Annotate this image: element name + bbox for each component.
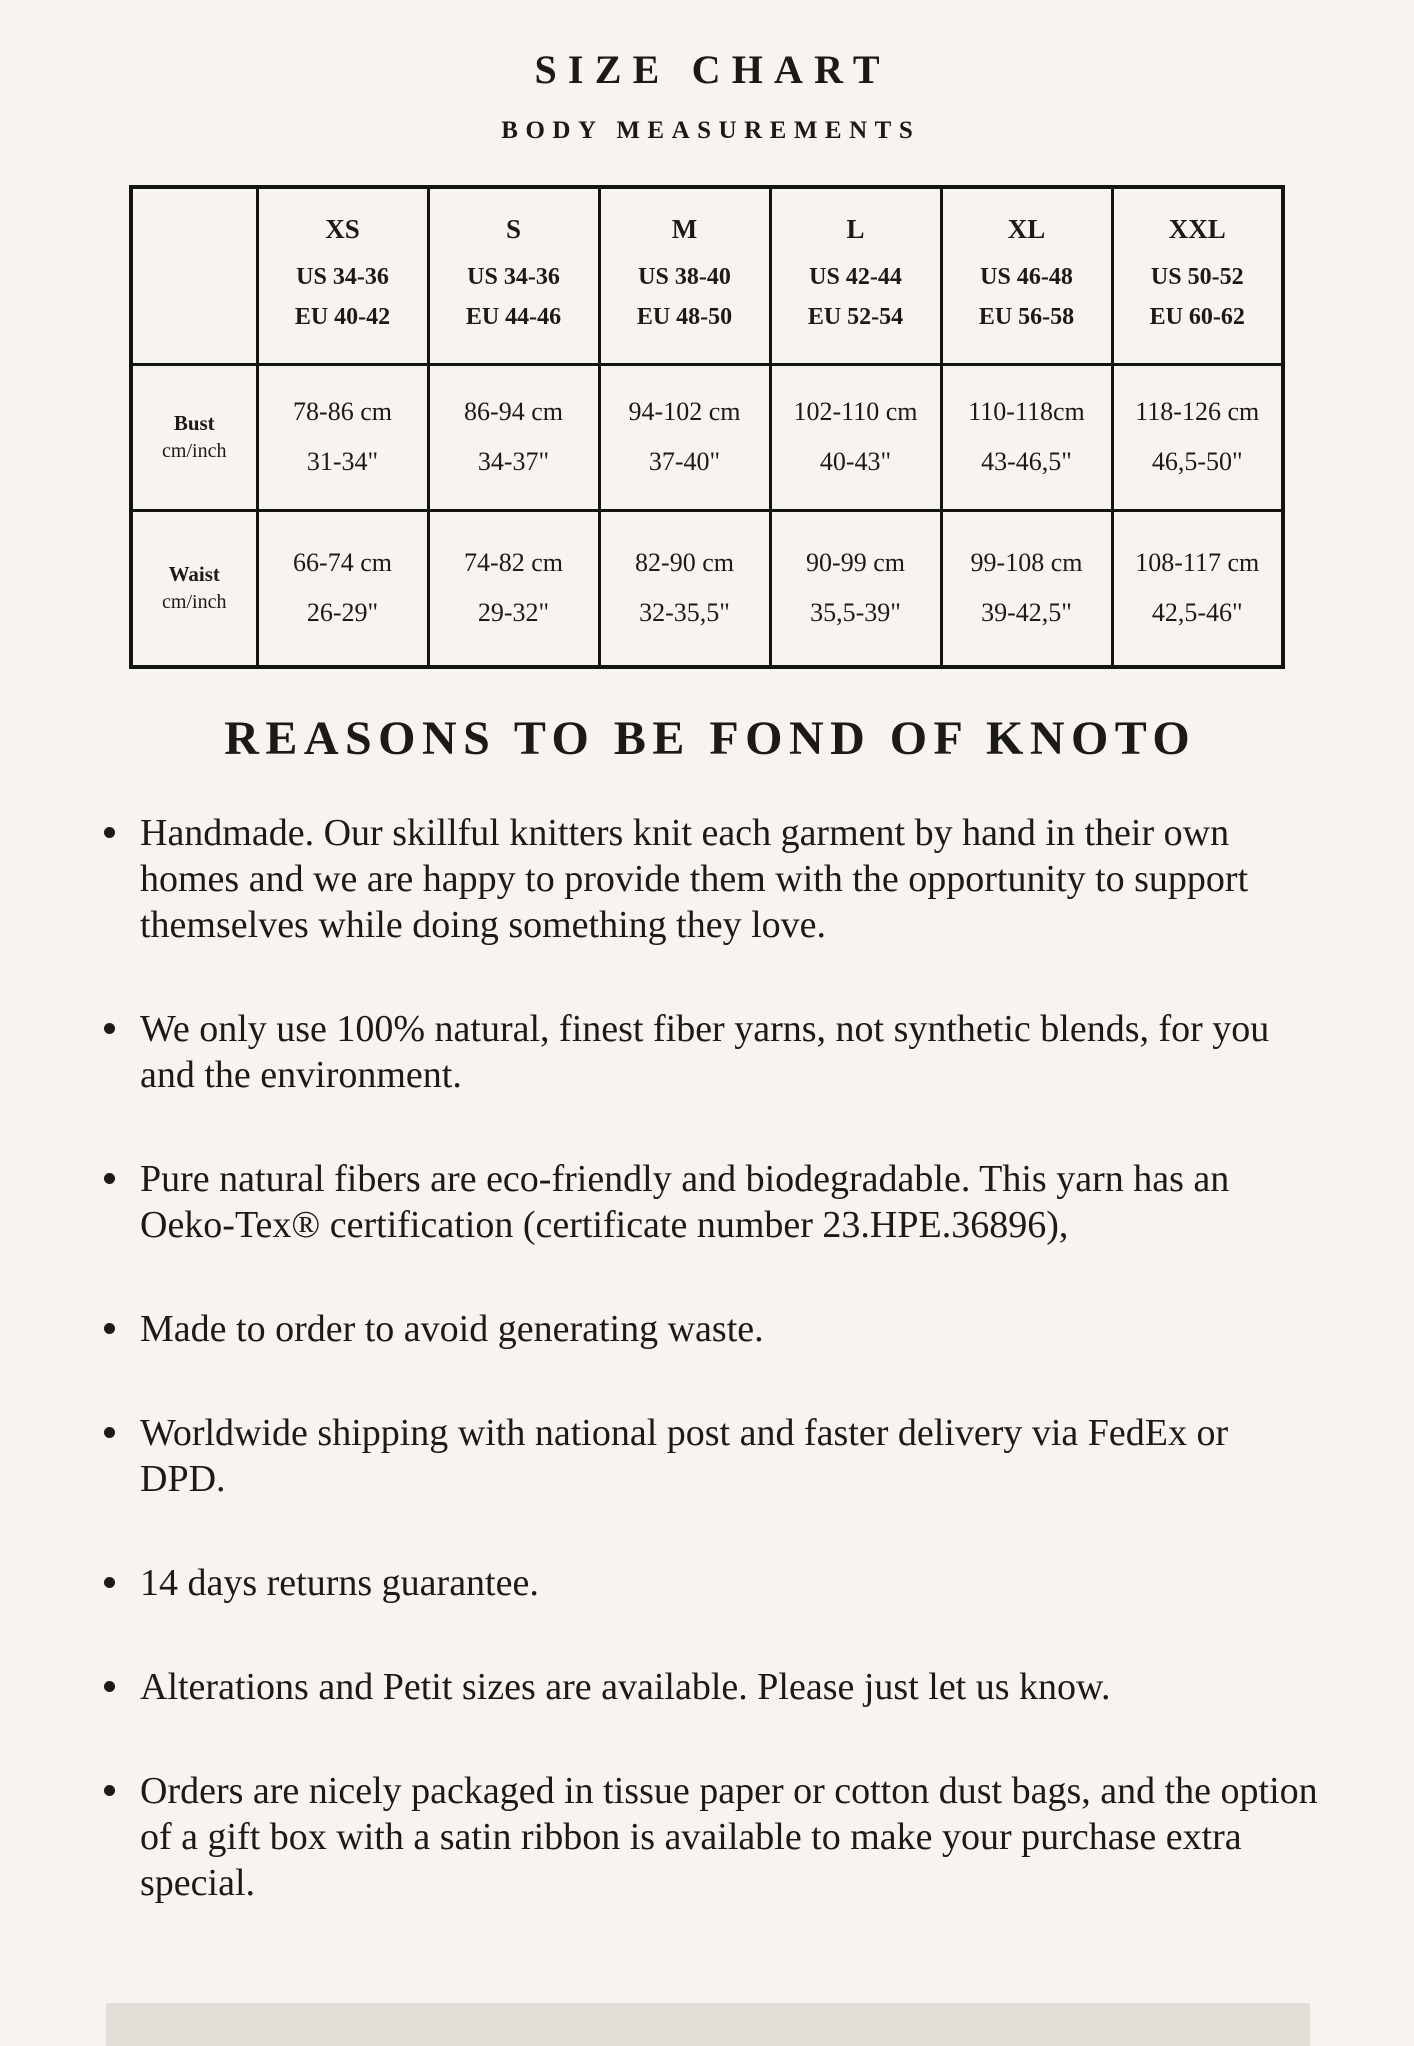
size-column-m <box>599 187 770 364</box>
size-header-row <box>131 187 1283 364</box>
waist-value-m <box>599 510 770 667</box>
value-inch: 32-35,5" <box>639 598 730 628</box>
size-us-range: US 46-48 <box>980 264 1073 291</box>
reasons-list <box>94 810 1320 1906</box>
size-us-range: US 38-40 <box>638 264 731 291</box>
size-chart-table <box>129 185 1285 669</box>
waist-value-s <box>428 510 599 667</box>
reason-item-made-to-order: Made to order to avoid generating waste. <box>94 1306 1320 1352</box>
bust-label-cell <box>131 364 257 510</box>
size-column-xs <box>257 187 428 364</box>
value-cm: 74-82 cm <box>464 548 563 578</box>
size-eu-range: EU 52-54 <box>807 304 904 331</box>
reason-item-alterations: Alterations and Petit sizes are available. Please just let us know. <box>94 1664 1320 1710</box>
value-inch: 40-43" <box>819 447 892 476</box>
bust-value-l <box>770 364 941 510</box>
size-name: M <box>671 214 698 245</box>
size-eu-range: EU 44-46 <box>465 304 562 331</box>
value-cm: 110-118cm <box>968 397 1085 426</box>
value-cm: 102-110 cm <box>793 397 918 426</box>
size-column-xl <box>941 187 1112 364</box>
value-cm: 99-108 cm <box>970 548 1083 578</box>
waist-row <box>131 510 1283 667</box>
waist-value-xl <box>941 510 1112 667</box>
reason-item-natural-yarns: We only use 100% natural, finest fiber yarns, not synthetic blends, for you and the environment. <box>94 1006 1320 1098</box>
bust-value-m <box>599 364 770 510</box>
size-column-l <box>770 187 941 364</box>
reasons-heading: REASONS TO BE FOND OF KNOTO <box>224 712 1197 765</box>
row-unit: cm/inch <box>162 440 227 462</box>
reason-item-eco-friendly: Pure natural fibers are eco-friendly and biodegradable. This yarn has an Oeko-Tex® certification (certificate number 23.HPE.36896), <box>94 1156 1320 1248</box>
waist-value-xs <box>257 510 428 667</box>
value-cm: 86-94 cm <box>464 397 563 426</box>
reason-item-returns: 14 days returns guarantee. <box>94 1560 1320 1606</box>
value-cm: 118-126 cm <box>1135 397 1260 426</box>
bust-value-s <box>428 364 599 510</box>
reason-item-shipping: Worldwide shipping with national post and faster delivery via FedEx or DPD. <box>94 1410 1320 1502</box>
value-inch: 39-42,5" <box>981 598 1072 628</box>
value-cm: 94-102 cm <box>628 397 741 426</box>
size-eu-range: EU 60-62 <box>1149 304 1245 331</box>
bust-value-xs <box>257 364 428 510</box>
bust-row <box>131 364 1283 510</box>
bottom-cropped-section <box>106 2003 1310 2046</box>
value-inch: 26-29" <box>306 598 379 628</box>
value-cm: 82-90 cm <box>635 548 734 578</box>
size-eu-range: EU 48-50 <box>636 304 733 331</box>
value-inch: 42,5-46" <box>1151 598 1243 628</box>
size-us-range: US 42-44 <box>809 264 902 291</box>
value-inch: 37-40" <box>648 447 721 476</box>
value-inch: 46,5-50" <box>1151 447 1243 476</box>
size-name: XXL <box>1168 214 1226 245</box>
size-name: XS <box>325 214 360 245</box>
value-cm: 90-99 cm <box>806 548 905 578</box>
value-inch: 34-37" <box>477 447 550 476</box>
size-eu-range: EU 56-58 <box>978 304 1075 331</box>
waist-value-l <box>770 510 941 667</box>
reason-item-packaging: Orders are nicely packaged in tissue paper or cotton dust bags, and the option of a gift box with a satin ribbon is available to make your purchase extra special. <box>94 1768 1320 1906</box>
row-label: Bust <box>173 411 215 435</box>
value-cm: 108-117 cm <box>1135 548 1260 578</box>
corner-cell <box>131 187 257 364</box>
bust-value-xxl <box>1112 364 1283 510</box>
row-label: Waist <box>168 562 220 587</box>
size-us-range: US 50-52 <box>1150 264 1244 291</box>
size-eu-range: EU 40-42 <box>294 304 391 331</box>
size-name: XL <box>1007 214 1046 245</box>
size-name: L <box>846 214 865 245</box>
reason-item-handmade: Handmade. Our skillful knitters knit each garment by hand in their own homes and we are happy to provide them with the opportunity to support themselves while doing something they love. <box>94 810 1320 948</box>
waist-value-xxl <box>1112 510 1283 667</box>
size-column-s <box>428 187 599 364</box>
bust-value-xl <box>941 364 1112 510</box>
value-inch: 43-46,5" <box>981 447 1072 476</box>
value-cm: 78-86 cm <box>293 397 392 426</box>
value-inch: 29-32" <box>477 598 550 628</box>
page-subtitle: BODY MEASUREMENTS <box>501 117 921 144</box>
value-inch: 31-34" <box>306 447 379 476</box>
value-inch: 35,5-39" <box>810 598 901 628</box>
size-column-xxl <box>1112 187 1283 364</box>
page-title: SIZE CHART <box>534 47 891 92</box>
size-name: S <box>505 214 522 245</box>
row-unit: cm/inch <box>162 591 227 614</box>
size-us-range: US 34-36 <box>296 264 389 291</box>
value-cm: 66-74 cm <box>293 548 392 578</box>
size-us-range: US 34-36 <box>467 264 560 291</box>
waist-label-cell <box>131 510 257 667</box>
